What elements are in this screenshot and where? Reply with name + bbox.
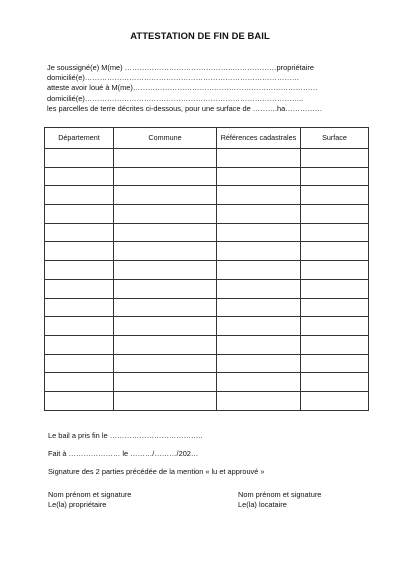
table-row xyxy=(45,223,369,242)
cell-references[interactable] xyxy=(217,149,301,168)
cell-surface[interactable] xyxy=(301,335,369,354)
owner-role-label: Le(la) propriétaire xyxy=(48,499,107,509)
table-body xyxy=(45,149,369,411)
table-row xyxy=(45,205,369,224)
cell-references[interactable] xyxy=(217,205,301,224)
cell-references[interactable] xyxy=(217,186,301,205)
parcels-table xyxy=(44,127,369,411)
table-row xyxy=(45,149,369,168)
cell-surface[interactable] xyxy=(301,242,369,261)
cell-references[interactable] xyxy=(217,373,301,392)
cell-surface[interactable] xyxy=(301,205,369,224)
signature-note: Signature des 2 parties précédée de la mention « lu et approuvé » xyxy=(48,467,265,476)
cell-departement[interactable] xyxy=(45,205,114,224)
table-row xyxy=(45,354,369,373)
cell-surface[interactable] xyxy=(301,167,369,186)
cell-commune[interactable] xyxy=(114,335,217,354)
cell-departement[interactable] xyxy=(45,242,114,261)
cell-departement[interactable] xyxy=(45,391,114,410)
tenant-role-label: Le(la) locataire xyxy=(238,499,287,509)
cell-surface[interactable] xyxy=(301,279,369,298)
table-row xyxy=(45,373,369,392)
cell-commune[interactable] xyxy=(114,242,217,261)
header-references-cadastrales: Références cadastrales xyxy=(217,128,301,149)
cell-commune[interactable] xyxy=(114,223,217,242)
cell-departement[interactable] xyxy=(45,186,114,205)
intro-line-owner: Je soussigné(e) M(me) ……………………………………..………………propriétaire xyxy=(47,63,314,72)
cell-references[interactable] xyxy=(217,391,301,410)
fait-a-line: Fait à ………………… le ………/………/202… xyxy=(48,449,199,458)
cell-departement[interactable] xyxy=(45,298,114,317)
header-surface: Surface xyxy=(301,128,369,149)
table-header-row xyxy=(45,128,369,149)
cell-commune[interactable] xyxy=(114,186,217,205)
table-row xyxy=(45,391,369,410)
cell-departement[interactable] xyxy=(45,317,114,336)
table-row xyxy=(45,167,369,186)
intro-line-tenant: atteste avoir loué à M(me)………………………………………………………………… xyxy=(47,83,318,93)
cell-commune[interactable] xyxy=(114,261,217,280)
signature-block-owner xyxy=(48,490,131,509)
header-commune: Commune xyxy=(114,128,217,149)
cell-references[interactable] xyxy=(217,167,301,186)
cell-surface[interactable] xyxy=(301,186,369,205)
cell-surface[interactable] xyxy=(301,149,369,168)
document-title: ATTESTATION DE FIN DE BAIL xyxy=(130,30,270,41)
intro-line-surface: les parcelles de terre décrites ci-dessous, pour une surface de ……….ha…………… xyxy=(47,103,323,113)
table-row xyxy=(45,317,369,336)
table-row xyxy=(45,242,369,261)
cell-surface[interactable] xyxy=(301,298,369,317)
table-row xyxy=(45,335,369,354)
owner-name-label: Nom prénom et signature xyxy=(48,490,132,499)
cell-commune[interactable] xyxy=(114,149,217,168)
cell-departement[interactable] xyxy=(45,149,114,168)
cell-surface[interactable] xyxy=(301,354,369,373)
cell-commune[interactable] xyxy=(114,317,217,336)
cell-references[interactable] xyxy=(217,298,301,317)
cell-departement[interactable] xyxy=(45,167,114,186)
cell-references[interactable] xyxy=(217,261,301,280)
header-departement: Département xyxy=(45,128,114,149)
cell-commune[interactable] xyxy=(114,205,217,224)
cell-departement[interactable] xyxy=(45,373,114,392)
table-row xyxy=(45,186,369,205)
cell-commune[interactable] xyxy=(114,354,217,373)
cell-references[interactable] xyxy=(217,279,301,298)
cell-surface[interactable] xyxy=(301,373,369,392)
tenant-name-label: Nom prénom et signature xyxy=(238,490,322,499)
intro-line-owner-address: domicilié(e)…………………………………………………………………………… xyxy=(47,73,300,83)
cell-references[interactable] xyxy=(217,242,301,261)
intro-paragraph xyxy=(47,63,367,114)
cell-departement[interactable] xyxy=(45,354,114,373)
table-row xyxy=(45,261,369,280)
intro-line-tenant-address: domicilié(e)…………………………………………………………………………….. xyxy=(47,93,304,103)
cell-surface[interactable] xyxy=(301,261,369,280)
cell-references[interactable] xyxy=(217,335,301,354)
cell-references[interactable] xyxy=(217,354,301,373)
cell-surface[interactable] xyxy=(301,317,369,336)
cell-commune[interactable] xyxy=(114,391,217,410)
cell-commune[interactable] xyxy=(114,279,217,298)
cell-departement[interactable] xyxy=(45,279,114,298)
cell-commune[interactable] xyxy=(114,167,217,186)
cell-commune[interactable] xyxy=(114,298,217,317)
cell-departement[interactable] xyxy=(45,261,114,280)
cell-references[interactable] xyxy=(217,223,301,242)
cell-commune[interactable] xyxy=(114,373,217,392)
cell-surface[interactable] xyxy=(301,223,369,242)
cell-surface[interactable] xyxy=(301,391,369,410)
signature-block-tenant xyxy=(238,490,321,509)
cell-departement[interactable] xyxy=(45,335,114,354)
bail-end-line: Le bail a pris fin le ……………………………….. xyxy=(48,431,203,440)
cell-references[interactable] xyxy=(217,317,301,336)
table-row xyxy=(45,298,369,317)
table-row xyxy=(45,279,369,298)
cell-departement[interactable] xyxy=(45,223,114,242)
